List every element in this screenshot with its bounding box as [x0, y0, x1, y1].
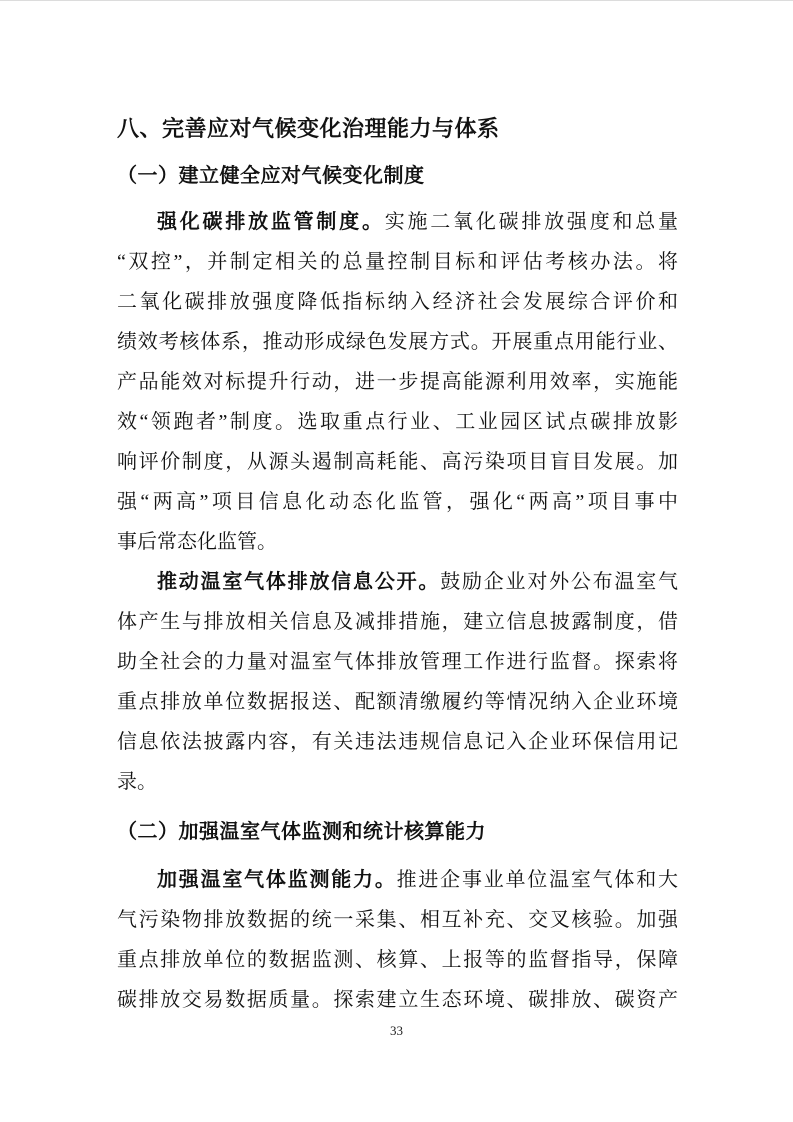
text-line: 信息依法披露内容，有关违法违规信息记入企业环保信用记 — [117, 731, 678, 753]
paragraph-lead: 加强温室气体监测能力。 — [157, 869, 397, 891]
text-line — [117, 202, 678, 242]
text-line — [117, 562, 678, 602]
paragraph-lead: 强化碳排放监管制度。 — [157, 211, 385, 233]
paragraph-strengthen-carbon-regulation — [117, 202, 678, 562]
text-line: 碳排放交易数据质量。探索建立生态环境、碳排放、碳资产 — [117, 989, 678, 1011]
text-run: 推进企事业单位温室气体和大 — [396, 869, 678, 891]
text-line: 强“两高”项目信息化动态化监管，强化“两高”项目事中 — [117, 491, 678, 513]
text-run: 实施二氧化碳排放强度和总量 — [384, 211, 678, 233]
text-line — [117, 860, 678, 900]
text-line: 重点排放单位的数据监测、核算、上报等的监督指导，保障 — [117, 949, 678, 971]
text-line: 事后常态化监管。 — [117, 531, 277, 553]
text-line: 产品能效对标提升行动，进一步提高能源利用效率，实施能 — [117, 371, 678, 393]
text-line: 重点排放单位数据报送、配额清缴履约等情况纳入企业环境 — [117, 691, 678, 713]
text-line: 助全社会的力量对温室气体排放管理工作进行监督。探索将 — [117, 651, 678, 673]
paragraph-ghg-information-disclosure — [117, 562, 678, 802]
paragraph-lead: 推动温室气体排放信息公开。 — [157, 571, 441, 593]
section-1-heading: （一）建立健全应对气候变化制度 — [117, 165, 425, 187]
text-run: 鼓励企业对外公布温室气 — [440, 571, 678, 593]
text-line: 二氧化碳排放强度降低指标纳入经济社会发展综合评价和 — [117, 291, 678, 313]
paragraph-ghg-monitoring-capacity — [117, 860, 678, 1020]
text-line: “双控”，并制定相关的总量控制目标和评估考核办法。将 — [117, 251, 678, 273]
section-2-heading: （二）加强温室气体监测和统计核算能力 — [117, 821, 486, 843]
page-number: 33 — [390, 1023, 403, 1038]
text-line: 气污染物排放数据的统一采集、相互补充、交叉核验。加强 — [117, 909, 678, 931]
text-line: 响评价制度，从源头遏制高耗能、高污染项目盲目发展。加 — [117, 451, 678, 473]
text-column — [117, 112, 678, 1020]
text-line: 效“领跑者”制度。选取重点行业、工业园区试点碳排放影 — [117, 411, 678, 433]
text-line: 体产生与排放相关信息及减排措施，建立信息披露制度，借 — [117, 611, 678, 633]
text-line: 绩效考核体系，推动形成绿色发展方式。开展重点用能行业、 — [117, 331, 678, 353]
chapter-title: 八、完善应对气候变化治理能力与体系 — [117, 116, 500, 141]
text-line: 录。 — [117, 771, 157, 793]
